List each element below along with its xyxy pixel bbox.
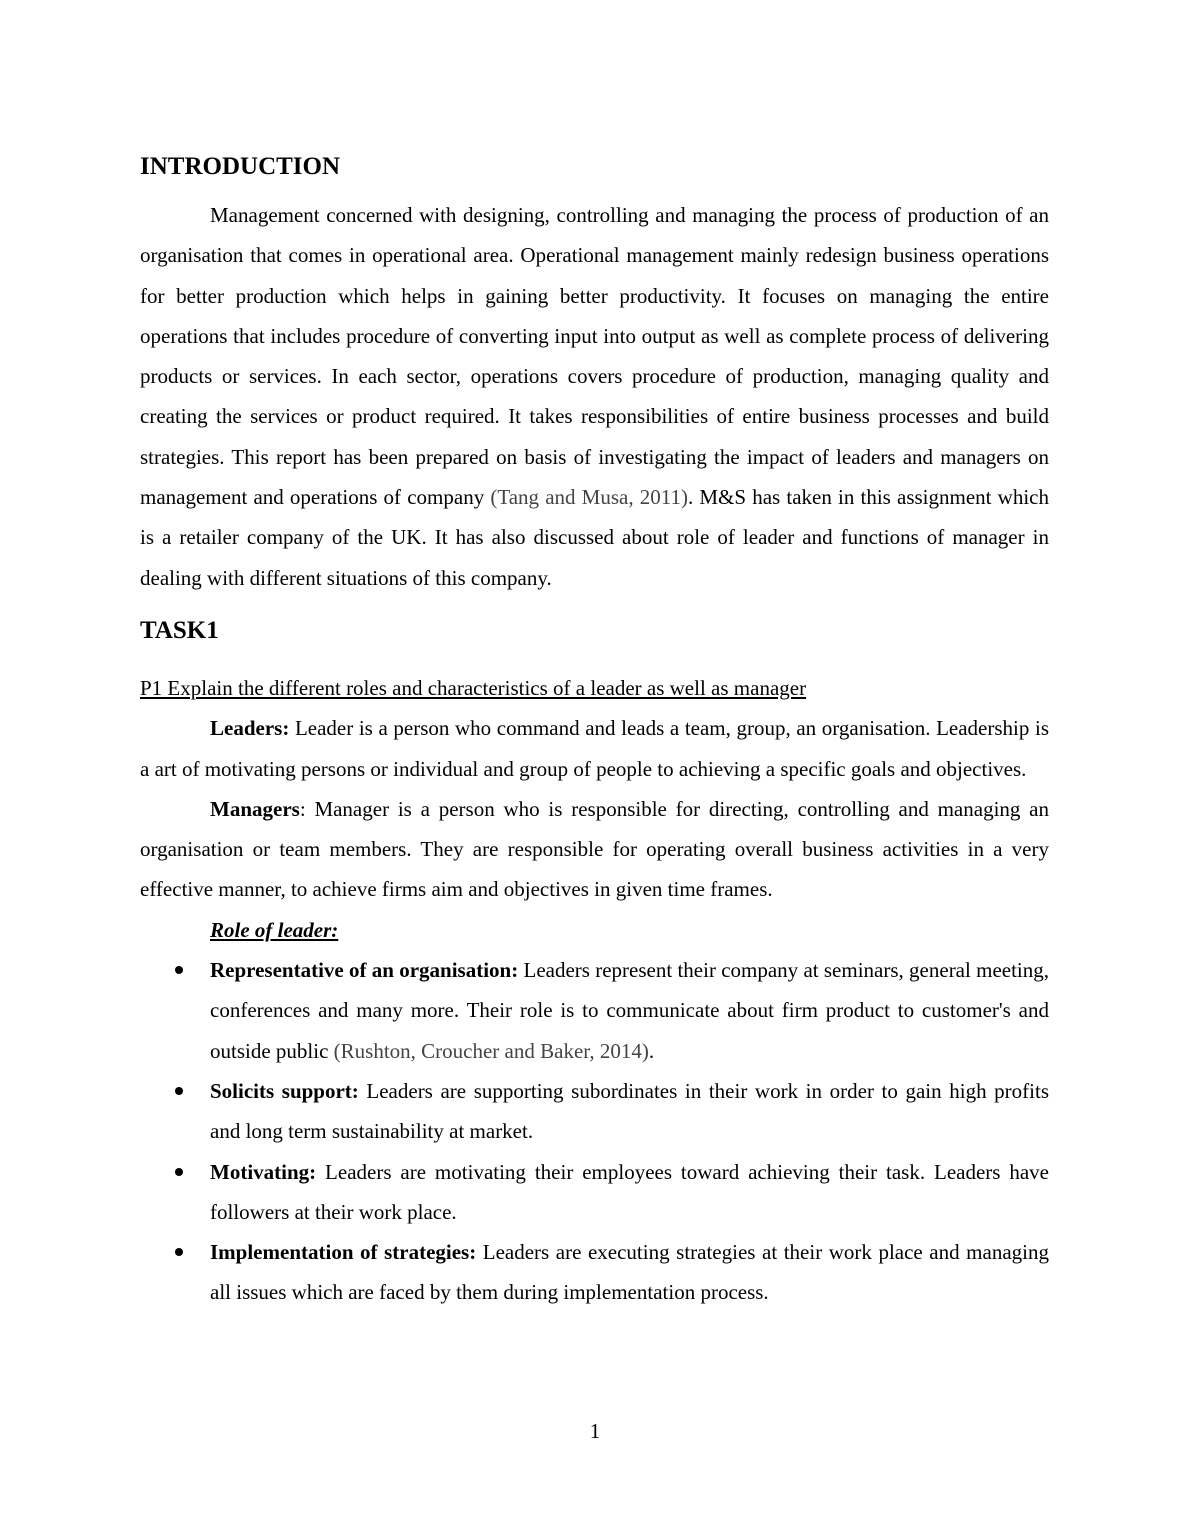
- task1-heading: TASK1: [140, 616, 219, 644]
- role-text: Leaders are motivating their employees toward achieving their task. Leaders have followers at their work place.: [210, 1159, 1065, 1224]
- task1-subheading-text: P1 Explain the different roles and characteristics of a leader as well as manager: [140, 675, 807, 700]
- role-term: Representative of an organisation:: [210, 958, 519, 983]
- bullet-icon: [175, 1087, 183, 1095]
- role-text-end: .: [648, 1038, 655, 1063]
- leader-roles-list: [140, 950, 1065, 1313]
- managers-paragraph: [140, 789, 1049, 910]
- introduction-text-continued: . M&S has taken in this assignment which is a retailer company of the UK. It has also discussed about role of leader and functions of manager in dealing with different situations of this company.: [140, 485, 1049, 590]
- list-item: [140, 950, 1049, 1071]
- task1-subheading: [140, 668, 1049, 708]
- role-term: Solicits support:: [210, 1078, 359, 1103]
- role-of-leader-line: [140, 910, 1049, 950]
- list-item: [140, 1071, 1049, 1152]
- introduction-heading: INTRODUCTION: [140, 153, 341, 180]
- leaders-paragraph: [140, 708, 1049, 789]
- list-item: [140, 1152, 1065, 1233]
- leaders-term: Leaders:: [210, 716, 290, 741]
- leaders-definition: Leader is a person who command and leads a team, group, an organisation. Leadership is a art of motivating persons or individual and group of people to achieving a specific goals and objectives.: [140, 716, 1049, 781]
- role-of-leader-heading: Role of leader:: [210, 917, 339, 942]
- role-term: Implementation of strategies:: [210, 1240, 477, 1265]
- introduction-text: Management concerned with designing, controlling and managing the process of production of an organisation that comes in operational area. Operational management mainly redesign business operations for better production which helps in gaining better productivity. It focuses on managing the entire operations that includes procedure of converting input into output as well as complete process of delivering products or services. In each sector, operations covers procedure of production, managing quality and creating the services or product required. It takes responsibilities of entire business processes and build strategies. This report has been prepared on basis of investigating the impact of leaders and managers on management and operations of company: [140, 203, 1049, 510]
- role-term: Motivating:: [210, 1159, 317, 1184]
- bullet-icon: [175, 1168, 183, 1176]
- bullet-icon: [175, 1248, 183, 1256]
- page-content: [140, 150, 1065, 1313]
- bullet-icon: [175, 966, 183, 974]
- page-number: 1: [589, 1419, 601, 1443]
- role-text: Leaders are supporting subordinates in their work in order to gain high profits and long term sustainability at market.: [210, 1078, 1050, 1144]
- role-text: Leaders represent their company at seminars, general meeting, conferences and many more. Their role is to communicate about firm product to customer's and outside public: [210, 958, 1050, 1063]
- list-item: [140, 1232, 1049, 1313]
- citation: (Tang and Musa, 2011): [490, 485, 688, 510]
- managers-term: Managers: [210, 796, 300, 821]
- role-text: Leaders are executing strategies at their work place and managing all issues which are faced by them during implementation process.: [210, 1240, 1049, 1305]
- introduction-paragraph: [140, 195, 1049, 598]
- managers-definition: : Manager is a person who is responsible for directing, controlling and managing an organisation or team members. They are responsible for operating overall business activities in a very effective manner, to achieve firms aim and objectives in given time frames.: [140, 796, 1049, 902]
- citation: (Rushton, Croucher and Baker, 2014): [333, 1038, 649, 1063]
